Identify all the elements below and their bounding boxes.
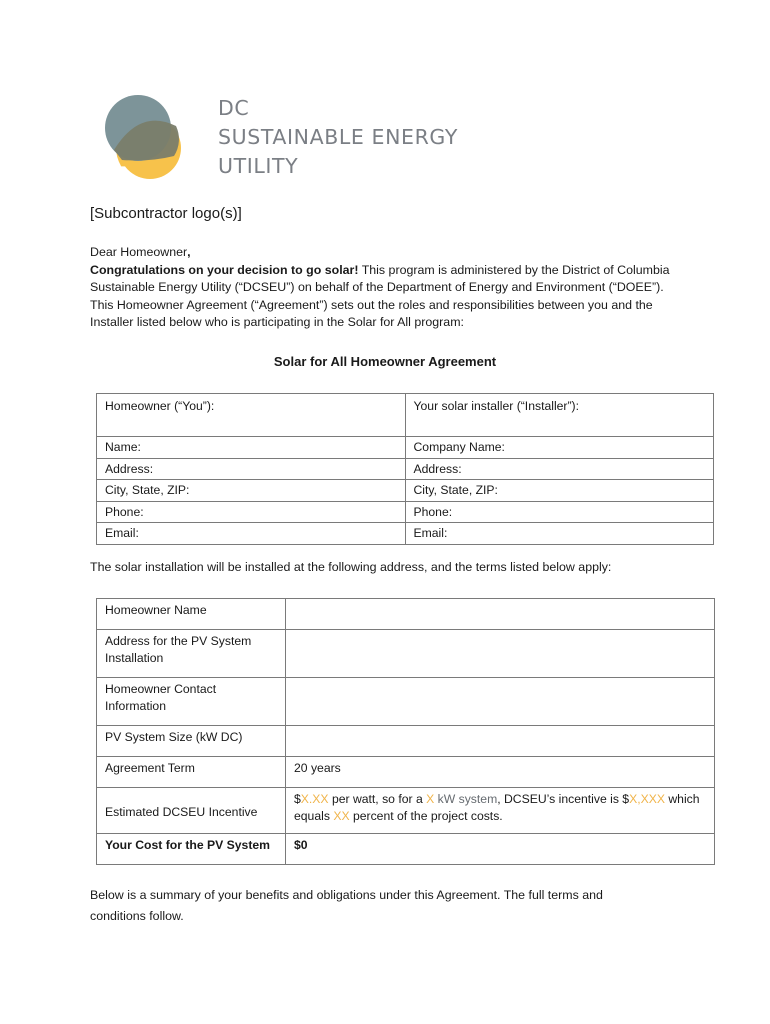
installer-header: Your solar installer (“Installer”): xyxy=(405,394,714,437)
homeowner-city-field[interactable]: City, State, ZIP: xyxy=(97,480,406,502)
incentive-label: Estimated DCSEU Incentive xyxy=(97,788,286,834)
greeting: Dear Homeowner, xyxy=(90,245,191,259)
address-label: Address for the PV System Installation xyxy=(97,630,286,678)
intro-paragraph xyxy=(90,262,690,332)
agreement-title: Solar for All Homeowner Agreement xyxy=(273,354,497,369)
homeowner-email-field[interactable]: Email: xyxy=(97,523,406,545)
dcseu-logo xyxy=(100,92,500,182)
contact-value[interactable] xyxy=(286,678,715,726)
intro-letter xyxy=(90,244,690,332)
contact-label: Homeowner Contact Information xyxy=(97,678,286,726)
dcseu-logo-icon xyxy=(100,92,210,182)
size-value[interactable] xyxy=(286,726,715,757)
term-value: 20 years xyxy=(286,757,715,788)
homeowner-phone-field[interactable]: Phone: xyxy=(97,501,406,523)
cost-value: $0 xyxy=(286,834,715,865)
subcontractor-logo-placeholder: [Subcontractor logo(s)] xyxy=(90,205,242,222)
congrats-text: Congratulations on your decision to go solar! xyxy=(90,262,359,277)
summary-intro: Below is a summary of your benefits and obligations under this Agreement. The full terms and conditions follow. xyxy=(90,888,603,923)
homeowner-name-label: Homeowner Name xyxy=(97,599,286,630)
homeowner-header: Homeowner (“You”): xyxy=(97,394,406,437)
logo-line-1: DC xyxy=(218,96,250,120)
installer-city-field[interactable]: City, State, ZIP: xyxy=(405,480,714,502)
logo-line-3: UTILITY xyxy=(218,154,299,178)
terms-table xyxy=(96,598,715,865)
cost-label: Your Cost for the PV System xyxy=(97,834,286,865)
size-label: PV System Size (kW DC) xyxy=(97,726,286,757)
homeowner-address-field[interactable]: Address: xyxy=(97,458,406,480)
term-label: Agreement Term xyxy=(97,757,286,788)
installer-email-field[interactable]: Email: xyxy=(405,523,714,545)
address-value[interactable] xyxy=(286,630,715,678)
installer-company-field[interactable]: Company Name: xyxy=(405,437,714,459)
logo-line-2: SUSTAINABLE ENERGY xyxy=(218,125,459,149)
installer-phone-field[interactable]: Phone: xyxy=(405,501,714,523)
install-intro: The solar installation will be installed at the following address, and the terms listed below apply: xyxy=(90,560,612,574)
incentive-value: $X.XX per watt, so for a X kW system, DCSEU’s incentive is $X,XXX which equals XX percent of the project costs. xyxy=(286,788,715,834)
parties-table xyxy=(96,393,714,545)
installer-address-field[interactable]: Address: xyxy=(405,458,714,480)
intro-body: This program is administered by the District of Columbia Sustainable Energy Utility (“DCSEU”) on behalf of the Department of Energy and Environment (“DOEE”). This Homeowner Agreement (“Agreement”) sets out the roles and responsibilities between you and the Installer listed below who is participating in the Solar for All program: xyxy=(90,262,670,330)
homeowner-name-field[interactable]: Name: xyxy=(97,437,406,459)
homeowner-name-value[interactable] xyxy=(286,599,715,630)
